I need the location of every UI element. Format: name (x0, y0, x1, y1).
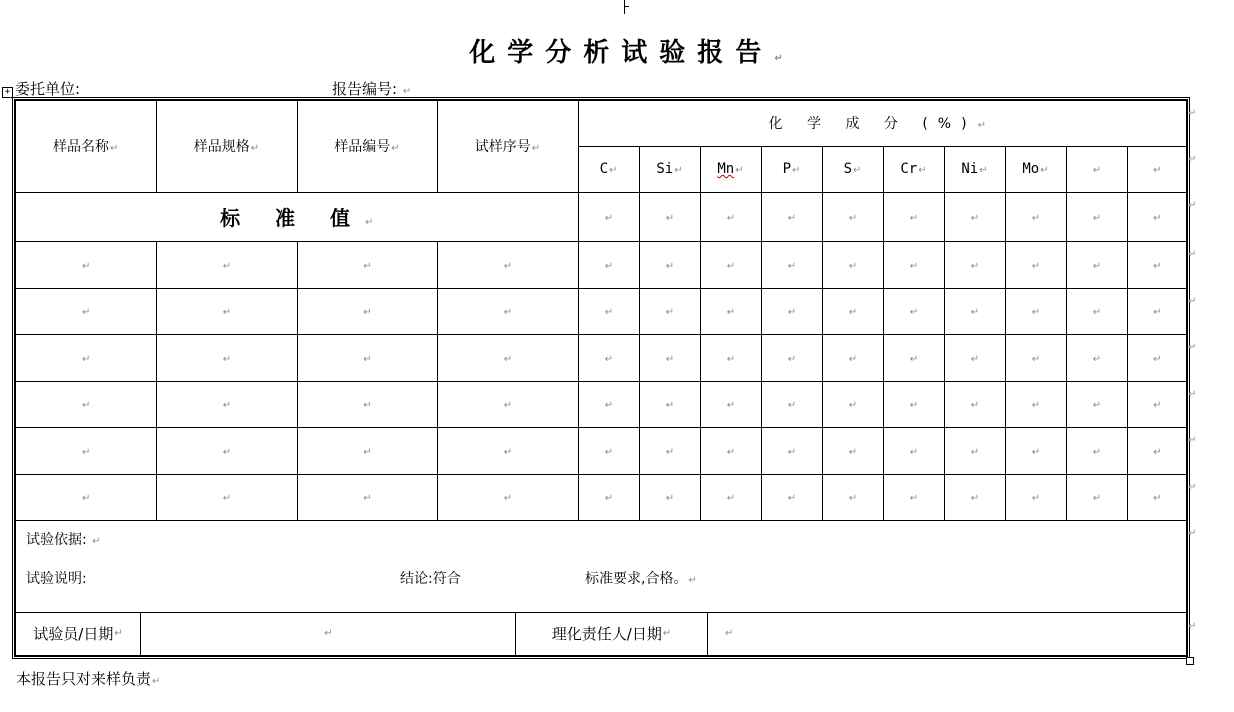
data-cell[interactable]: ↵ (639, 288, 700, 334)
page-title: 化学分析试验报告↵ (469, 38, 795, 68)
table-move-handle-icon[interactable]: + (2, 87, 13, 98)
table-row (15, 288, 1187, 334)
row-end-mark: ↵ (1188, 621, 1197, 632)
data-cell[interactable]: ↵ (578, 241, 639, 288)
data-cell[interactable]: ↵ (437, 334, 578, 381)
footer-note: 本报告只对来样负责↵ (16, 670, 161, 688)
data-cell[interactable]: ↵ (578, 474, 639, 520)
standard-value-cell[interactable]: ↵ (700, 192, 761, 241)
data-cell[interactable]: ↵ (437, 474, 578, 520)
data-cell[interactable]: ↵ (297, 288, 437, 334)
report-number-field[interactable]: 报告编号: ↵ (332, 80, 412, 98)
data-cell[interactable]: ↵ (156, 474, 297, 520)
data-cell[interactable]: ↵ (700, 241, 761, 288)
header-sample-spec: 样品规格↵ (156, 100, 297, 192)
standard-value-cell[interactable]: ↵ (578, 192, 639, 241)
data-cell[interactable]: ↵ (437, 241, 578, 288)
data-cell[interactable]: ↵ (639, 427, 700, 474)
data-cell[interactable]: ↵ (156, 241, 297, 288)
data-cell[interactable]: ↵ (822, 427, 883, 474)
data-cell[interactable]: ↵ (883, 474, 944, 520)
data-cell[interactable]: ↵ (1066, 474, 1127, 520)
row-end-mark: ↵ (1188, 154, 1197, 165)
data-cell[interactable]: ↵ (700, 427, 761, 474)
header-sample-name: 样品名称↵ (15, 100, 156, 192)
data-cell[interactable]: ↵ (761, 474, 822, 520)
table-row (15, 427, 1187, 474)
data-cell[interactable]: ↵ (156, 427, 297, 474)
manager-label: 理化责任人/日期 ↵ (516, 613, 708, 655)
data-cell[interactable]: ↵ (156, 381, 297, 427)
data-cell[interactable]: ↵ (944, 334, 1005, 381)
data-cell[interactable]: ↵ (1005, 334, 1066, 381)
data-cell[interactable]: ↵ (15, 241, 156, 288)
row-end-mark: ↵ (1188, 528, 1197, 539)
row-end-mark: ↵ (1188, 482, 1197, 493)
data-cell[interactable]: ↵ (761, 241, 822, 288)
row-end-mark: ↵ (1188, 296, 1197, 307)
data-cell[interactable]: ↵ (761, 288, 822, 334)
standard-value-cell[interactable]: ↵ (761, 192, 822, 241)
data-cell[interactable]: ↵ (437, 288, 578, 334)
conclusion-label: 结论:符合 (400, 570, 461, 587)
data-cell[interactable]: ↵ (1066, 241, 1127, 288)
data-cell[interactable]: ↵ (944, 474, 1005, 520)
client-field[interactable]: 委托单位: (15, 80, 81, 98)
data-cell[interactable]: ↵ (1066, 288, 1127, 334)
standard-value-cell[interactable]: ↵ (944, 192, 1005, 241)
data-cell[interactable]: ↵ (1005, 288, 1066, 334)
data-cell[interactable]: ↵ (822, 288, 883, 334)
data-cell[interactable]: ↵ (639, 474, 700, 520)
data-cell[interactable]: ↵ (639, 334, 700, 381)
data-cell[interactable]: ↵ (1005, 427, 1066, 474)
data-cell[interactable]: ↵ (297, 427, 437, 474)
data-cell[interactable]: ↵ (883, 288, 944, 334)
row-end-mark: ↵ (1188, 389, 1197, 400)
data-cell[interactable]: ↵ (156, 334, 297, 381)
data-cell[interactable]: ↵ (1127, 288, 1187, 334)
data-cell[interactable]: ↵ (297, 381, 437, 427)
data-cell[interactable]: ↵ (15, 381, 156, 427)
data-cell[interactable]: ↵ (297, 334, 437, 381)
data-cell[interactable]: ↵ (1066, 427, 1127, 474)
data-cell[interactable]: ↵ (761, 334, 822, 381)
header-composition: 化 学 成 分 (%)↵ (578, 100, 1187, 146)
data-cell[interactable]: ↵ (822, 241, 883, 288)
data-cell[interactable]: ↵ (1127, 334, 1187, 381)
conclusion-tail: 标准要求,合格。↵ (585, 570, 697, 587)
data-cell[interactable]: ↵ (156, 288, 297, 334)
data-cell[interactable]: ↵ (700, 288, 761, 334)
row-end-mark: ↵ (1188, 249, 1197, 260)
standard-value-cell[interactable]: ↵ (639, 192, 700, 241)
data-cell[interactable]: ↵ (15, 334, 156, 381)
data-cell[interactable]: ↵ (297, 241, 437, 288)
data-cell[interactable]: ↵ (761, 427, 822, 474)
data-cell[interactable]: ↵ (297, 474, 437, 520)
table-row (15, 334, 1187, 381)
data-cell[interactable]: ↵ (944, 288, 1005, 334)
element-header: Mn↵ (700, 146, 761, 192)
data-cell[interactable]: ↵ (883, 334, 944, 381)
data-cell[interactable]: ↵ (15, 427, 156, 474)
manager-input[interactable]: ↵ (725, 628, 734, 640)
tester-label: 试验员/日期 ↵ (16, 613, 141, 655)
data-cell[interactable]: ↵ (15, 288, 156, 334)
data-cell[interactable]: ↵ (1127, 474, 1187, 520)
info-cell[interactable] (15, 520, 1187, 612)
data-cell[interactable]: ↵ (944, 241, 1005, 288)
element-header: ↵ (1127, 146, 1187, 192)
report-table (14, 99, 1188, 657)
data-cell[interactable]: ↵ (761, 381, 822, 427)
element-header: P↵ (761, 146, 822, 192)
test-note: 试验说明: 结论:符合 标准要求,合格。↵ (26, 560, 1186, 599)
data-cell[interactable]: ↵ (822, 381, 883, 427)
tester-input[interactable]: ↵ (141, 613, 516, 655)
element-header: Si↵ (639, 146, 700, 192)
row-end-mark: ↵ (1188, 108, 1197, 119)
data-cell[interactable]: ↵ (1127, 381, 1187, 427)
data-cell[interactable]: ↵ (578, 334, 639, 381)
data-cell[interactable]: ↵ (700, 334, 761, 381)
test-basis: 试验依据: ↵ (26, 531, 101, 548)
standard-value-cell[interactable]: ↵ (1005, 192, 1066, 241)
data-cell[interactable]: ↵ (639, 241, 700, 288)
data-cell[interactable]: ↵ (700, 381, 761, 427)
table-row (15, 241, 1187, 288)
data-cell[interactable]: ↵ (578, 288, 639, 334)
standard-value-cell[interactable]: ↵ (822, 192, 883, 241)
element-header: S↵ (822, 146, 883, 192)
data-cell[interactable]: ↵ (944, 427, 1005, 474)
data-cell[interactable]: ↵ (1066, 381, 1127, 427)
table-row (15, 381, 1187, 427)
text-cursor (624, 0, 625, 14)
standard-value-cell[interactable]: ↵ (883, 192, 944, 241)
element-header: Mo↵ (1005, 146, 1066, 192)
data-cell[interactable]: ↵ (578, 381, 639, 427)
data-cell[interactable]: ↵ (1005, 381, 1066, 427)
element-header: Ni↵ (944, 146, 1005, 192)
data-cell[interactable]: ↵ (1066, 334, 1127, 381)
data-cell[interactable]: ↵ (883, 427, 944, 474)
row-end-mark: ↵ (1188, 435, 1197, 446)
data-cell[interactable]: ↵ (883, 381, 944, 427)
data-cell[interactable]: ↵ (15, 474, 156, 520)
header-sample-number: 样品编号↵ (297, 100, 437, 192)
table-row (15, 474, 1187, 520)
table-resize-handle[interactable] (1186, 657, 1194, 665)
data-cell[interactable]: ↵ (822, 474, 883, 520)
element-header: C↵ (578, 146, 639, 192)
data-cell[interactable]: ↵ (1005, 474, 1066, 520)
row-end-mark: ↵ (1188, 342, 1197, 353)
standard-value-cell[interactable]: ↵ (1066, 192, 1127, 241)
data-cell[interactable]: ↵ (1127, 241, 1187, 288)
standard-value-label: 标 准 值↵ (15, 192, 578, 241)
row-end-mark: ↵ (1188, 200, 1197, 211)
data-cell[interactable]: ↵ (1005, 241, 1066, 288)
element-header: ↵ (1066, 146, 1127, 192)
data-cell[interactable]: ↵ (944, 381, 1005, 427)
data-cell[interactable]: ↵ (437, 381, 578, 427)
data-cell[interactable]: ↵ (639, 381, 700, 427)
header-specimen-seq: 试样序号↵ (437, 100, 578, 192)
data-cell[interactable]: ↵ (1127, 427, 1187, 474)
data-cell[interactable]: ↵ (437, 427, 578, 474)
element-header: Cr↵ (883, 146, 944, 192)
standard-value-cell[interactable]: ↵ (1127, 192, 1187, 241)
data-cell[interactable]: ↵ (578, 427, 639, 474)
data-cell[interactable]: ↵ (822, 334, 883, 381)
data-cell[interactable]: ↵ (700, 474, 761, 520)
data-cell[interactable]: ↵ (883, 241, 944, 288)
